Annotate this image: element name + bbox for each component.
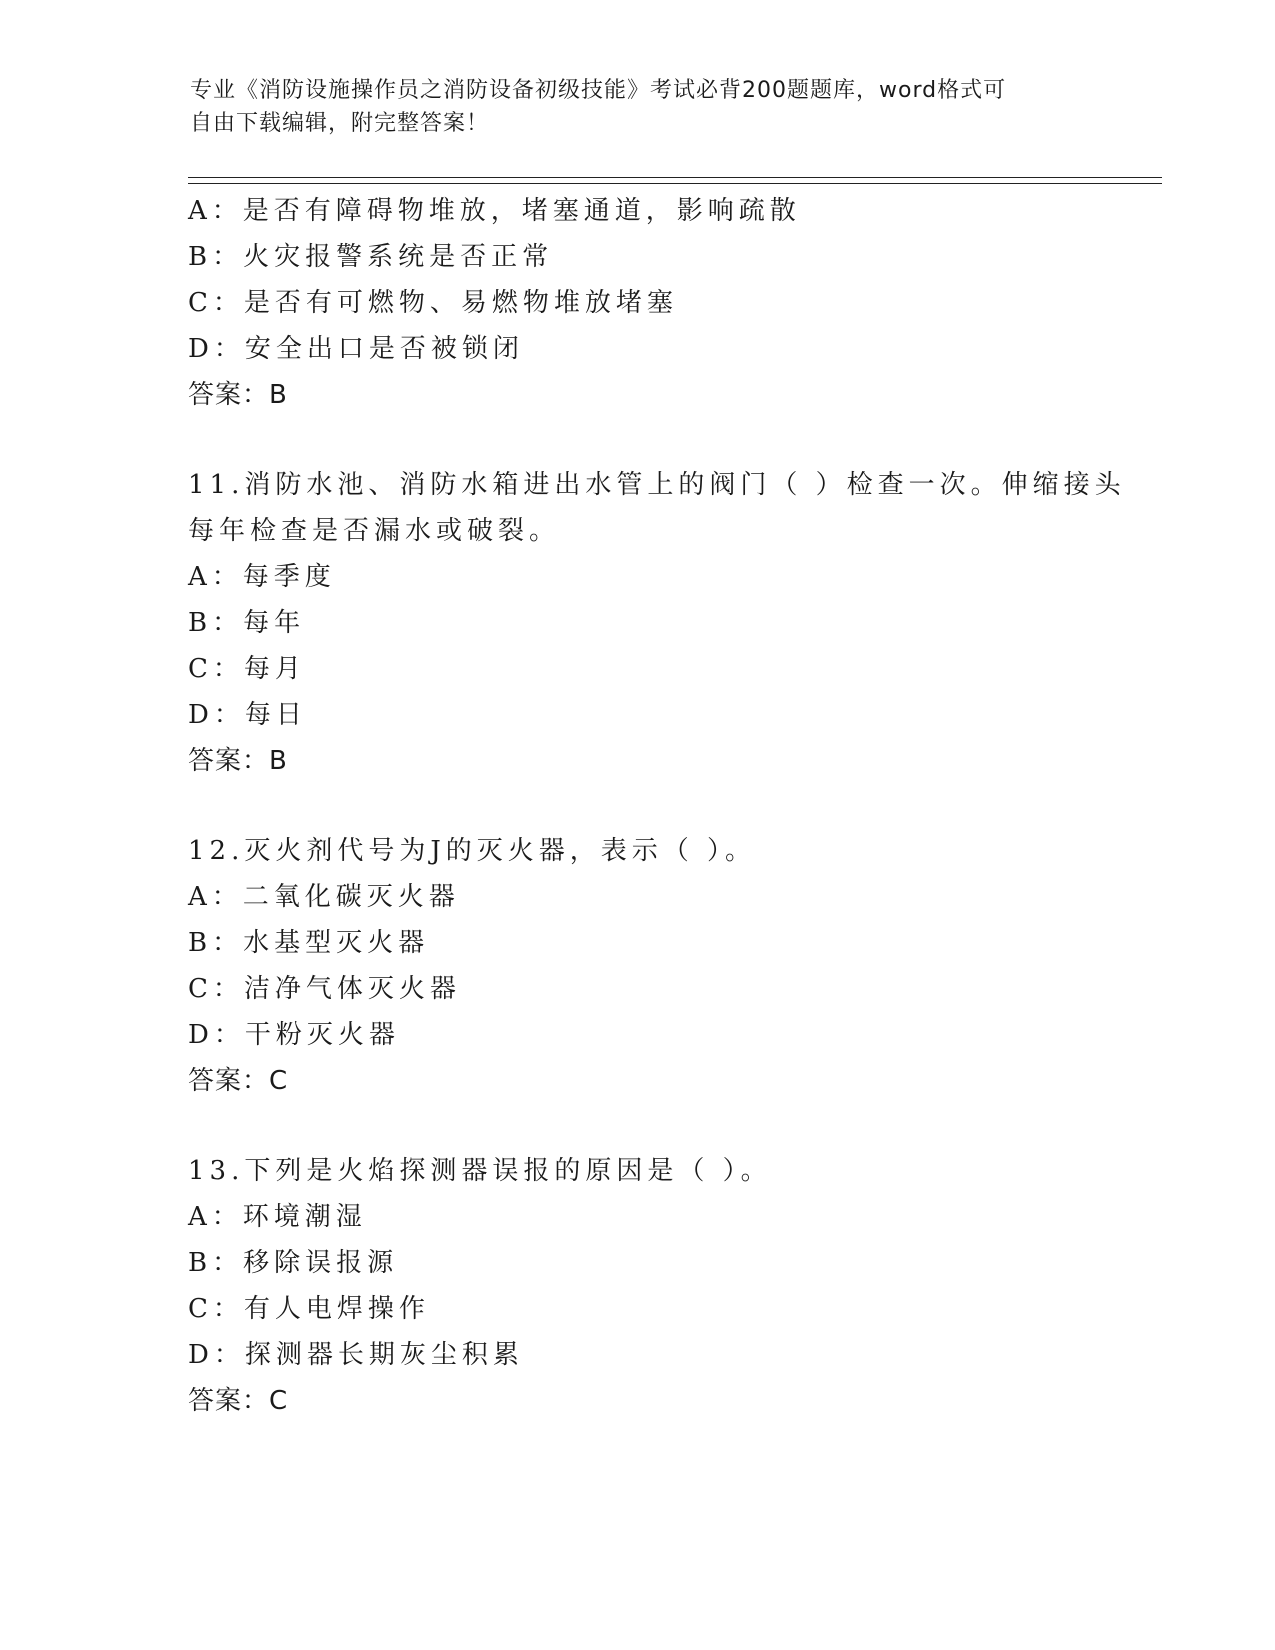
question-list <box>188 188 1126 1424</box>
option-d: D：干粉灭火器 <box>188 1020 400 1050</box>
document-header <box>190 74 1070 140</box>
question-block-13 <box>188 1148 1088 1424</box>
option-d: D：探测器长期灰尘积累 <box>188 1340 524 1370</box>
question-block-12 <box>188 828 1088 1104</box>
answer-line: 答案：B <box>188 380 288 410</box>
header-divider-bottom <box>188 183 1162 184</box>
option-b: B：移除误报源 <box>188 1248 399 1278</box>
option-c: C：每月 <box>188 654 306 684</box>
question-stem: 11.消防水池、消防水箱进出水管上的阀门（ ）检查一次。伸缩接头 <box>188 470 1126 500</box>
answer-line: 答案：C <box>188 1066 289 1096</box>
option-a: A：是否有障碍物堆放，堵塞通道，影响疏散 <box>188 196 801 226</box>
option-a: A：环境潮湿 <box>188 1202 367 1232</box>
option-d: D：每日 <box>188 700 307 730</box>
option-b: B：每年 <box>188 608 306 638</box>
answer-line: 答案：B <box>188 746 288 776</box>
option-a: A：二氧化碳灭火器 <box>188 882 460 912</box>
header-divider-top <box>188 177 1162 178</box>
header-line-1: 专业《消防设施操作员之消防设备初级技能》考试必背200题题库，word格式可 <box>190 78 1007 103</box>
option-c: C：有人电焊操作 <box>188 1294 430 1324</box>
question-stem-continued: 每年检查是否漏水或破裂。 <box>188 516 561 546</box>
option-b: B：水基型灭火器 <box>188 928 430 958</box>
question-stem: 12.灭火剂代号为J的灭火器，表示（ ）。 <box>188 836 757 866</box>
question-block-11 <box>188 462 1126 784</box>
question-block-10 <box>188 188 1088 418</box>
option-b: B：火灾报警系统是否正常 <box>188 242 554 272</box>
option-d: D：安全出口是否被锁闭 <box>188 334 524 364</box>
option-a: A：每季度 <box>188 562 336 592</box>
option-c: C：是否有可燃物、易燃物堆放堵塞 <box>188 288 678 318</box>
header-line-2: 自由下载编辑，附完整答案！ <box>190 111 490 136</box>
question-stem: 13.下列是火焰探测器误报的原因是（ ）。 <box>188 1156 772 1186</box>
option-c: C：洁净气体灭火器 <box>188 974 461 1004</box>
answer-line: 答案：C <box>188 1386 289 1416</box>
